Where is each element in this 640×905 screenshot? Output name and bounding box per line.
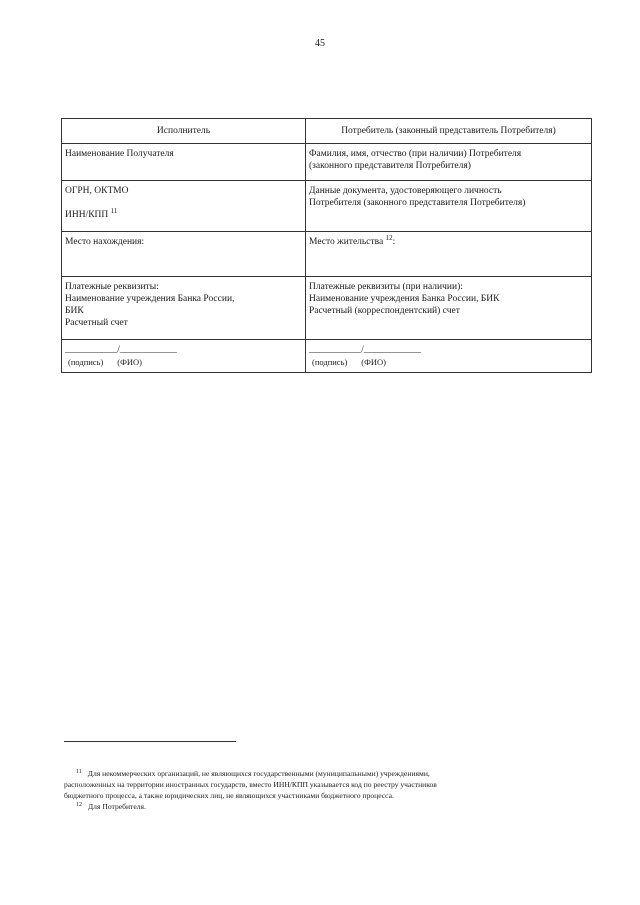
cell-location	[62, 232, 306, 277]
consumer-name-line1: Фамилия, имя, отчество (при наличии) Потребителя	[309, 149, 522, 159]
consumer-name-line2: (законного представителя Потребителя)	[309, 161, 471, 171]
consumer-payment-line2: Наименование учреждения Банка России, БИК	[309, 294, 500, 304]
residence-label: Место жительства	[309, 237, 384, 247]
executor-payment-line1: Платежные реквизиты:	[65, 282, 159, 292]
consumer-payment-line1: Платежные реквизиты (при наличии):	[309, 282, 463, 292]
footnote-11-line1: Для некоммерческих организаций, не являющихся государственными (муниципальными) учреждениями,	[87, 769, 430, 778]
table-header-row	[62, 119, 592, 144]
cell-ogrn	[62, 181, 306, 232]
executor-payment-line2: Наименование учреждения Банка России,	[65, 294, 235, 304]
footnote-12-text: Для Потребителя.	[88, 802, 146, 811]
recipient-name-label: Наименование Получателя	[65, 149, 174, 159]
executor-signature-line: ___________/____________	[65, 345, 177, 355]
identity-doc-line1: Данные документа, удостоверяющего личность	[309, 186, 502, 196]
location-label: Место нахождения:	[65, 237, 145, 247]
ogrn-label: ОГРН, ОКТМО	[65, 186, 129, 196]
footnote-12-mark: 12	[76, 802, 82, 808]
requisites-table	[61, 118, 592, 373]
footnote-11-mark: 11	[76, 769, 82, 775]
cell-consumer-payment	[306, 277, 592, 340]
cell-consumer-signature	[306, 340, 592, 373]
consumer-fio-label: (ФИО)	[361, 357, 386, 367]
footnote-ref-11: 11	[110, 207, 118, 215]
table-row	[62, 277, 592, 340]
header-executor: Исполнитель	[62, 119, 306, 144]
cell-executor-payment	[62, 277, 306, 340]
consumer-signature-line: ___________/____________	[309, 345, 421, 355]
executor-fio-label: (ФИО)	[117, 357, 142, 367]
footnotes	[64, 768, 564, 812]
footnote-separator	[64, 741, 236, 742]
footnote-11-line2: расположенных на территории иностранных государств, вместо ИНН/КПП указывается код по реестру участников	[64, 780, 437, 789]
cell-recipient-name	[62, 144, 306, 181]
footnote-11-line3: бюджетного процесса, а также юридических лиц, не являющихся участниками бюджетного процесса.	[64, 791, 394, 800]
table-row	[62, 340, 592, 373]
executor-payment-line3: БИК	[65, 306, 84, 316]
executor-payment-line4: Расчетный счет	[65, 318, 128, 328]
consumer-payment-line3: Расчетный (корреспондентский) счет	[309, 306, 460, 316]
identity-doc-line2: Потребителя (законного представителя Потребителя)	[309, 198, 526, 208]
cell-consumer-name	[306, 144, 592, 181]
footnote-12	[64, 801, 564, 812]
header-consumer: Потребитель (законный представитель Потребителя)	[306, 119, 592, 144]
executor-sign-label: (подпись)	[68, 357, 104, 367]
table-row	[62, 144, 592, 181]
footnote-11	[64, 768, 564, 779]
inn-kpp-line	[65, 209, 302, 221]
consumer-sign-label: (подпись)	[312, 357, 348, 367]
residence-colon: :	[392, 237, 396, 247]
table-row	[62, 232, 592, 277]
cell-executor-signature	[62, 340, 306, 373]
residence-line	[309, 236, 588, 248]
cell-identity-document	[306, 181, 592, 232]
executor-signature-caption	[65, 356, 302, 368]
footnote-ref-12: 12	[385, 234, 393, 242]
inn-kpp-label: ИНН/КПП	[65, 210, 109, 220]
consumer-signature-caption	[309, 356, 588, 368]
table-row	[62, 181, 592, 232]
page-number: 45	[315, 38, 325, 49]
cell-residence	[306, 232, 592, 277]
